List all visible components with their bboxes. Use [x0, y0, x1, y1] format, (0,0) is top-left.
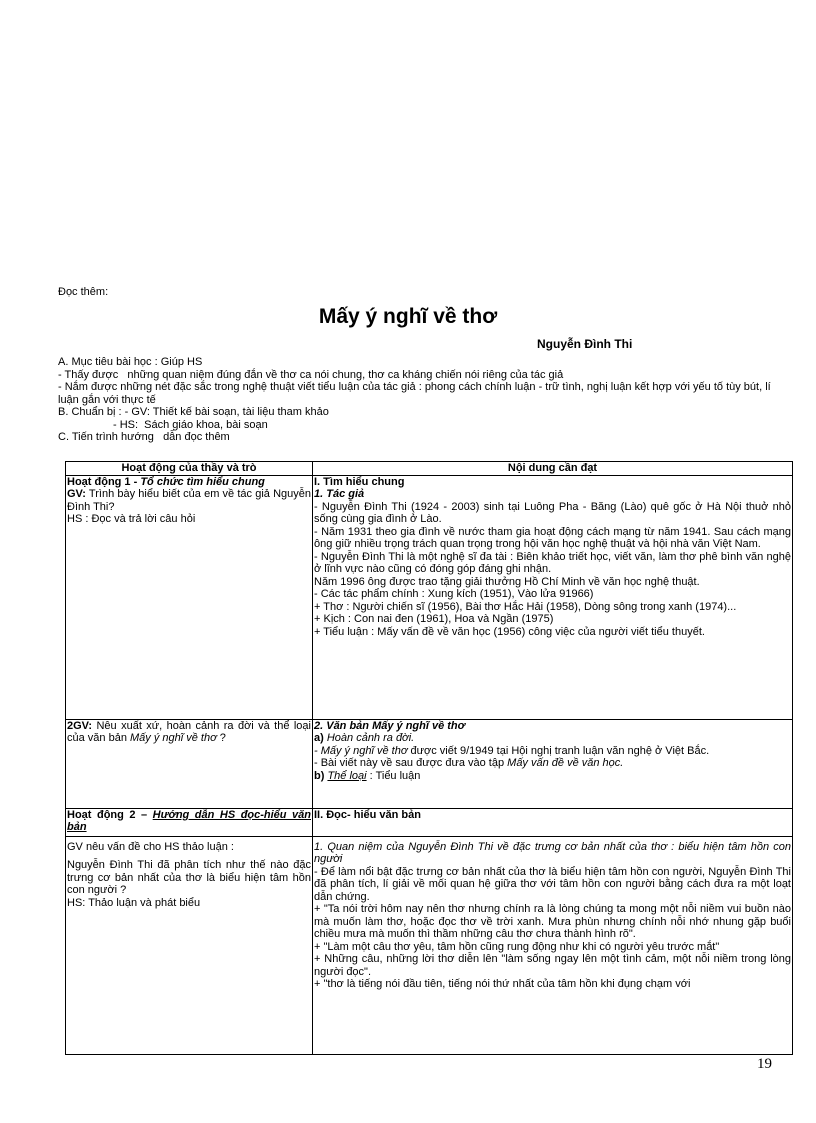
item-title: Hoàn cảnh ra đời.: [326, 732, 415, 744]
activity-heading: Hoạt động 2 –: [67, 808, 153, 821]
content-paragraph: Năm 1996 ông được trao tặng giải thưởng Hồ Chí Minh về văn học nghệ thuật.: [314, 575, 700, 588]
content-subheading: 1. Quan niệm của Nguyễn Đình Thi về đặc trưng cơ bản nhất của thơ : biểu hiện tâm hồn con người: [314, 840, 791, 865]
activity-cell: [66, 719, 313, 808]
content-paragraph: - Để làm nổi bật đặc trưng cơ bản nhất của thơ là biểu hiện tâm hồn con người, Nguyễn Đình Thi đã phân tích, lí giải về mối quan hệ giữa thơ với tâm hồn con người bằng cách đưa ra một loạt dẫn chứng.: [314, 865, 791, 903]
content-cell: [313, 808, 793, 836]
table-row: [66, 836, 793, 1054]
genre-value: : Tiểu luận: [366, 769, 421, 782]
table-row: [66, 808, 793, 836]
table-header-row: [66, 462, 793, 476]
lesson-table: [65, 461, 793, 1055]
item-label: b): [314, 769, 328, 782]
content-paragraph: + Những câu, những lời thơ diễn lên "làm sống ngay lên một tình cảm, một nỗi niềm trong lòng người đọc".: [314, 953, 791, 978]
author-name: Nguyễn Đình Thi: [537, 337, 633, 351]
gv-question: Trình bày hiểu biết của em về tác giả Nguyễn Đình Thi?: [67, 488, 311, 513]
lesson-intro: [58, 356, 788, 444]
header-content: Nội dung cần đạt: [313, 462, 793, 476]
content-cell: [313, 719, 793, 808]
content-paragraph: + Kịch : Con nai đen (1961), Hoa và Ngần (1975): [314, 613, 554, 625]
work-title: - Mấy ý nghĩ về thơ: [314, 744, 408, 757]
content-subheading: 2. Văn bản Mấy ý nghĩ về thơ: [314, 719, 466, 732]
content-paragraph: + "Ta nói trời hôm nay nên thơ nhưng chính ra là lòng chúng ta mong một nỗi niềm vui buồn nào mà muốn làm thơ, hoặc đọc thơ về trời xanh. Mưa phùn nhưng chính nỗi nhớ nhung gặp buổi chiều mưa mà muốn thì thầm những câu thơ chưa thành hình rõ".: [314, 903, 791, 940]
hs-response: HS: Thảo luận và phát biểu: [67, 896, 201, 909]
objective-item: - Nắm được những nét đặc sắc trong nghệ thuật viết tiểu luận của tác giả : phong cách chính luận - trữ tình, nghị luận kết hợp với yếu tố tùy bút, lí luận gắn với thực tế: [58, 381, 771, 406]
activity-cell: [66, 808, 313, 836]
content-paragraph: - Bài viết này về sau được đưa vào tập: [314, 757, 508, 769]
procedure-heading: C. Tiến trình hướng dẫn đọc thêm: [58, 431, 230, 443]
header-activities: Hoạt động của thầy và trò: [66, 462, 313, 476]
content-cell: [313, 475, 793, 719]
hs-response: HS : Đọc và trả lời câu hỏi: [67, 513, 196, 525]
content-paragraph: - Năm 1931 theo gia đình về nước tham gia hoạt động cách mạng từ năm 1941. Sau cách mạng ông giữ nhiều trọng trách quan trọng trong hội văn học nghệ thuật và hội nhà văn Việt Nam.: [314, 525, 791, 550]
content-paragraph: - Các tác phẩm chính : Xung kích (1951), Vào lửa 91966): [314, 588, 594, 600]
content-paragraph: - Nguyễn Đình Thi là một nghệ sĩ đa tài : Biên khảo triết học, viết văn, làm thơ phê bình văn nghệ ở lĩnh vực nào cũng có đóng góp đáng ghi nhận.: [314, 550, 791, 575]
collection-title: Mấy vấn đề về văn học.: [507, 757, 624, 769]
activity-heading-italic: Hướng dẫn HS đọc-hiểu văn bản: [67, 808, 311, 833]
item-title: Thể loại: [327, 769, 367, 782]
preparation-student: - HS: Sách giáo khoa, bài soạn: [58, 418, 268, 431]
preparation-teacher: B. Chuẩn bị : - GV: Thiết kế bài soạn, tài liệu tham khảo: [58, 406, 329, 418]
content-paragraph: được viết 9/1949 tại Hội nghị tranh luận văn nghệ ở Việt Bắc.: [407, 744, 710, 757]
content-subheading: 1. Tác giả: [314, 488, 365, 500]
gv-question: Nguyễn Đình Thi đã phân tích như thế nào đặc trưng cơ bản nhất của thơ là biểu hiện tâm hồn con người ?: [67, 859, 311, 896]
gv-prompt: GV nêu vấn đề cho HS thảo luận :: [67, 840, 234, 853]
table-row: [66, 475, 793, 719]
content-heading: I. Tìm hiểu chung: [314, 475, 405, 488]
content-paragraph: + Tiểu luận : Mấy vấn đề về văn học (1956) công việc của người viết tiểu thuyết.: [314, 625, 705, 638]
content-paragraph: - Nguyễn Đình Thi (1924 - 2003) sinh tại Luông Pha - Băng (Lào) quê gốc ở Hà Nội thuở nhỏ sống cùng gia đình ở Lào.: [314, 500, 791, 525]
page-number: 19: [757, 1056, 772, 1072]
objective-heading: A. Mục tiêu bài học : Giúp HS: [58, 356, 203, 368]
content-paragraph: + "Làm một câu thơ yêu, tâm hồn cũng rung động như khi có người yêu trước mắt": [314, 940, 720, 953]
activity-cell: [66, 836, 313, 1054]
work-title: Mấy ý nghĩ về thơ: [130, 732, 217, 744]
question-mark: ?: [216, 732, 226, 744]
content-cell: [313, 836, 793, 1054]
content-paragraph: + "thơ là tiếng nói đầu tiên, tiếng nói thứ nhất của tâm hồn khi đụng chạm với: [314, 978, 691, 990]
activity-heading: Hoạt động 1 -: [67, 475, 141, 488]
activity-cell: [66, 475, 313, 719]
gv-question: Nêu xuất xứ, hoàn cảnh ra đời và thể loại của văn bản: [67, 719, 311, 744]
page-title: Mấy ý nghĩ về thơ: [318, 305, 498, 328]
gv-label: GV:: [67, 488, 86, 500]
section-label: Đọc thêm:: [58, 286, 109, 298]
activity-heading-italic: Tổ chức tìm hiểu chung: [140, 475, 265, 488]
content-heading: II. Đọc- hiểu văn bản: [314, 808, 421, 821]
gv-label: 2GV:: [67, 719, 93, 732]
objective-item: - Thấy được những quan niệm đúng đắn về thơ ca nói chung, thơ ca kháng chiến nói riêng của tác giả: [58, 368, 564, 381]
table-row: [66, 719, 793, 808]
item-label: a): [314, 732, 327, 744]
content-paragraph: + Thơ : Người chiến sĩ (1956), Bài thơ Hắc Hải (1958), Dòng sông trong xanh (1974)...: [314, 600, 737, 613]
